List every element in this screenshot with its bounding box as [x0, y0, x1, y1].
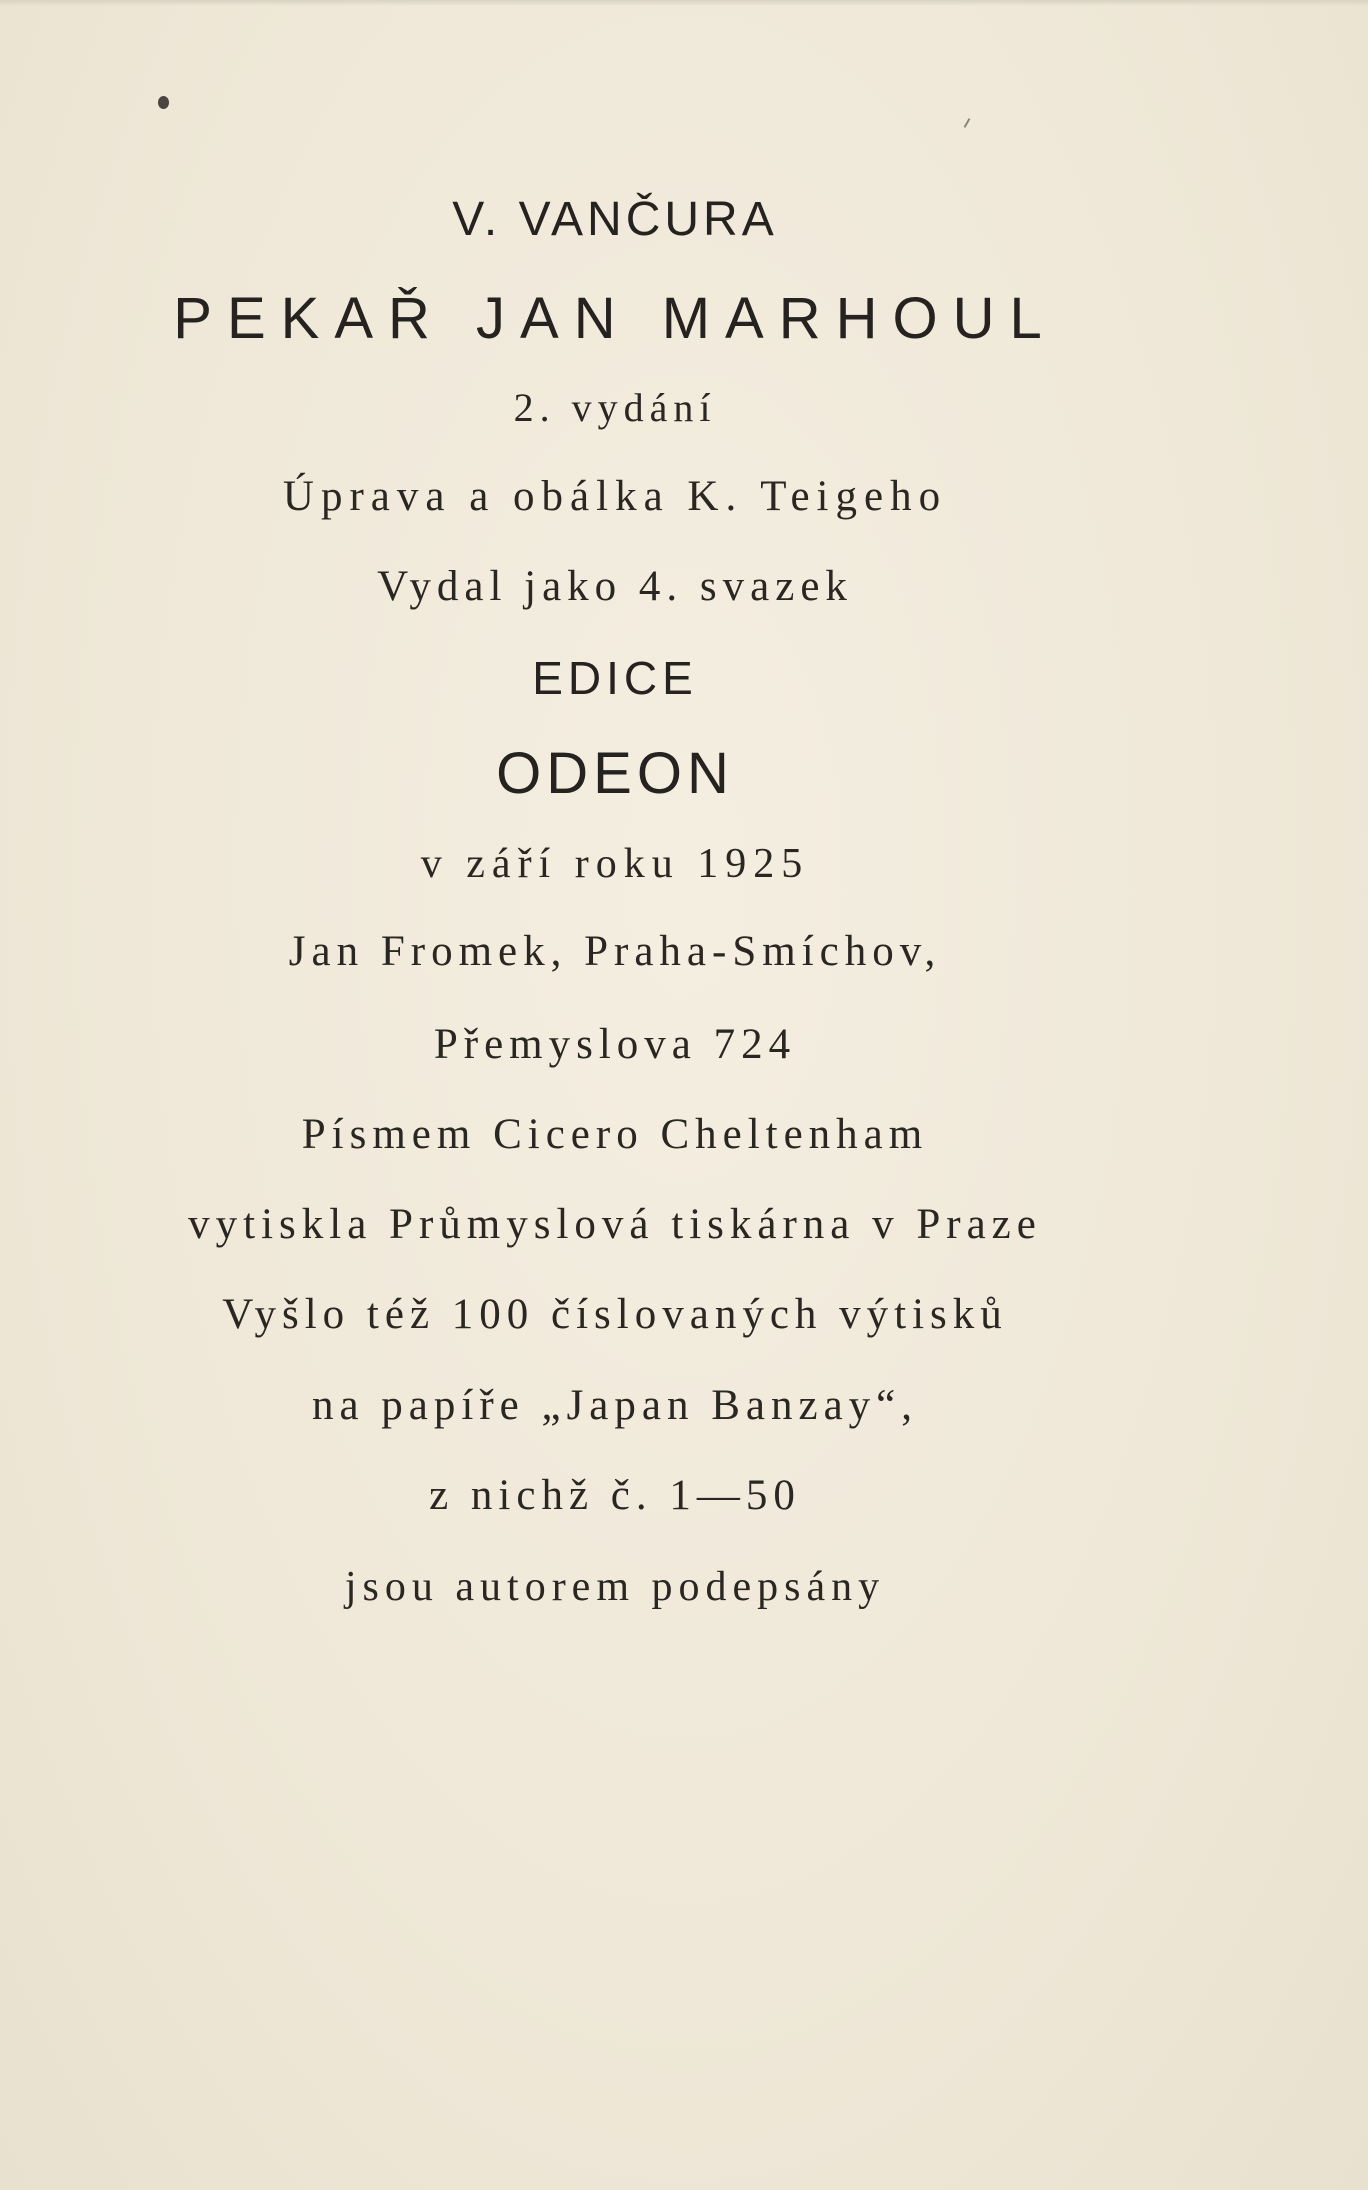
ink-speck	[158, 96, 169, 109]
author-name: V. VANČURA	[452, 193, 778, 246]
publisher-address: Přemyslova 724	[433, 1021, 797, 1068]
series-label: EDICE	[532, 652, 698, 704]
edition-line: 2. vydání	[513, 385, 717, 430]
series-name: ODEON	[496, 741, 734, 806]
paper-mark	[964, 118, 971, 128]
published-as-line: Vydal jako 4. svazek	[377, 563, 853, 610]
book-title: PEKAŘ JAN MARHOUL	[173, 286, 1057, 351]
signed-line: jsou autorem podepsány	[344, 1564, 886, 1610]
publisher-line: Jan Fromek, Praha-Smíchov,	[288, 928, 942, 975]
printer-line: vytiskla Průmyslová tiskárna v Praze	[188, 1201, 1042, 1248]
typeface-line: Písmem Cicero Cheltenham	[301, 1111, 929, 1158]
copy-numbers-line: z nichž č. 1—50	[429, 1472, 801, 1519]
page-top-edge	[0, 0, 1368, 6]
numbered-copies-line: Vyšlo též 100 číslovaných výtisků	[222, 1291, 1008, 1338]
paper-line: na papíře „Japan Banzay“,	[311, 1382, 919, 1429]
design-credit: Úprava a obálka K. Teigeho	[282, 473, 948, 520]
publication-date: v září roku 1925	[420, 841, 810, 887]
